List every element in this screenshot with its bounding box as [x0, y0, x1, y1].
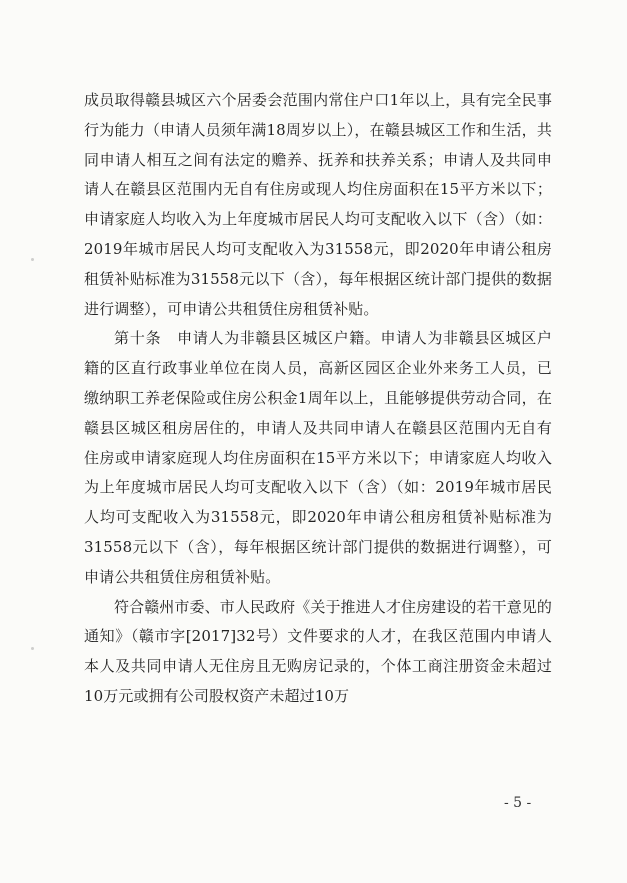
paragraph-text: 符合赣州市委、市人民政府《关于推进人才住房建设的若干意见的通知》（赣市字[2017]32号）文件要求的人才，在我区范围内申请人本人及共同申请人无住房且无购房记录的，个体工商注册资金未超过10万元或拥有公司股权资产未超过10万 — [84, 597, 552, 705]
article-number: 第十条 — [114, 329, 162, 348]
paragraph-article-10 — [84, 324, 552, 592]
scan-speck — [31, 258, 34, 261]
document-body — [84, 86, 552, 712]
paragraph-talent-housing — [84, 593, 552, 712]
scan-speck — [31, 647, 34, 650]
paragraph-text: 申请人为非赣县区城区户籍。申请人为非赣县区城区户籍的区直行政事业单位在岗人员，高新区园区企业外来务工人员，已缴纳职工养老保险或住房公积金1周年以上，且能够提供劳动合同，在赣县区城区租房居住的，申请人及共同申请人在赣县区范围内无自有住房或申请家庭现人均住房面积在15平方米以下；申请家庭人均收入为上年度城市居民人均可支配收入以下（含）（如：2019年城市居民人均可支配收入为31558元，即2020年申请公租房租赁补贴标准为31558元以下（含），每年根据区统计部门提供的数据进行调整），可申请公共租赁住房租赁补贴。 — [84, 329, 553, 586]
paragraph-continuation — [84, 86, 552, 324]
paragraph-text: 成员取得赣县城区六个居委会范围内常住户口1年以上，具有完全民事行为能力（申请人员须年满18周岁以上），在赣县城区工作和生活，共同申请人相互之间有法定的赡养、抚养和扶养关系；申请人及共同申请人在赣县区范围内无自有住房或现人均住房面积在15平方米以下；申请家庭人均收入为上年度城市居民人均可支配收入以下（含）（如：2019年城市居民人均可支配收入为31558元，即2020年申请公租房租赁补贴标准为31558元以下（含），每年根据区统计部门提供的数据进行调整），可申请公共租赁住房租赁补贴。 — [84, 91, 552, 318]
page-number: - 5 - — [504, 795, 532, 811]
